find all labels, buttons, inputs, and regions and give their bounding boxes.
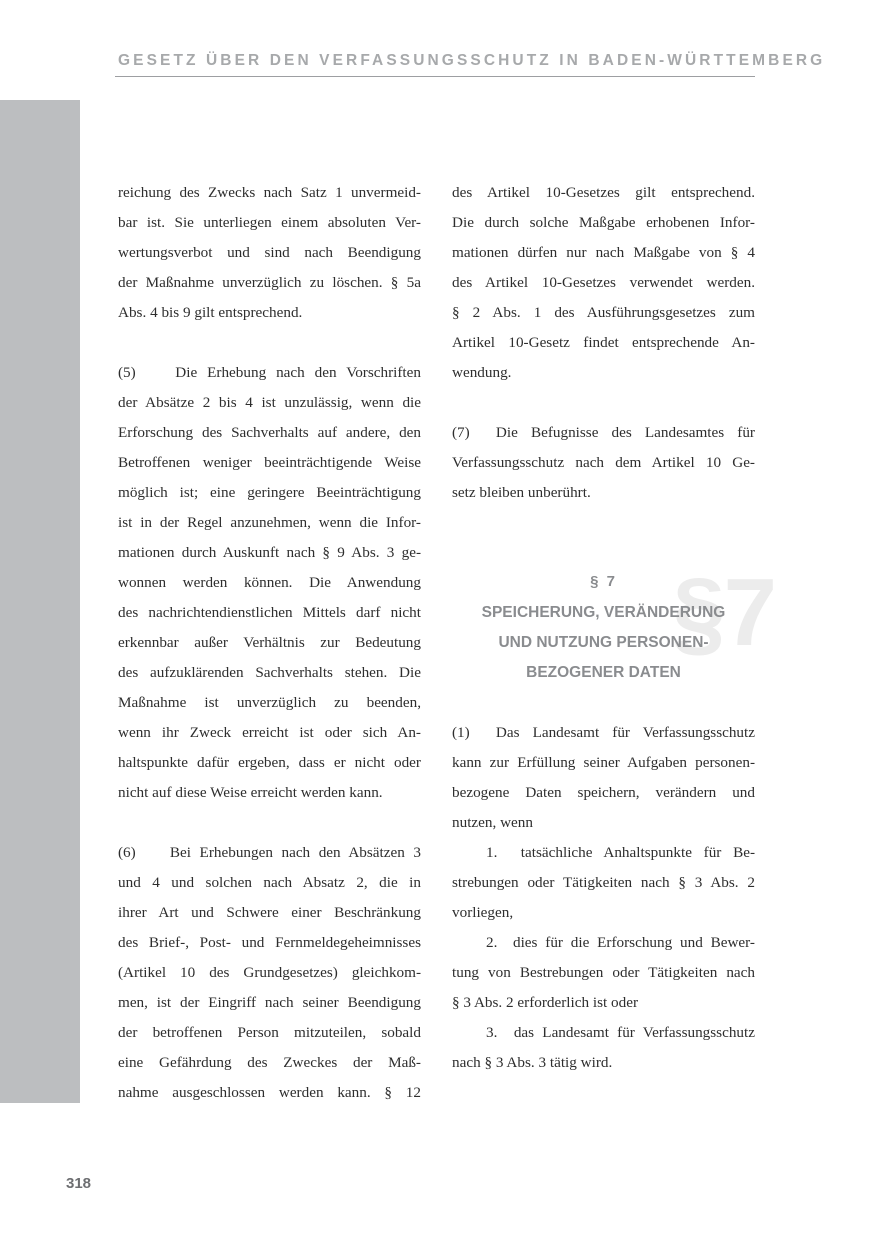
text-line: (1) Das Landesamt für Verfassungsschutz [452, 724, 755, 741]
text-line: kann zur Erfüllung seiner Aufgaben personen- [452, 754, 755, 771]
text-line: der Absätze 2 bis 4 ist unzulässig, wenn die [118, 394, 421, 411]
section-title [452, 598, 755, 688]
text-line: tung von Bestrebungen oder Tätigkeiten nach [452, 964, 755, 981]
text-line: mationen dürfen nur nach Maßgabe von § 4 [452, 244, 755, 261]
paragraph-5 [118, 358, 421, 808]
text-line: (6) Bei Erhebungen nach den Absätzen 3 [118, 844, 421, 861]
right-column-bottom [452, 718, 755, 1078]
section-heading [452, 559, 775, 700]
text-line: nicht auf diese Weise erreicht werden kann. [118, 784, 383, 801]
text-line: men, ist der Eingriff nach seiner Beendigung [118, 994, 421, 1011]
text-line: Abs. 4 bis 9 gilt entsprechend. [118, 304, 303, 321]
text-line: wendung. [452, 364, 512, 381]
header-rule [115, 76, 755, 77]
text-line: des nachrichtendienstlichen Mittels darf nicht [118, 604, 421, 621]
text-line: haltspunkte dafür ergeben, dass er nicht oder [118, 754, 421, 771]
paragraph-7 [452, 418, 755, 508]
text-line: der betroffenen Person mitzuteilen, sobald [118, 1024, 421, 1041]
text-line: vorliegen, [452, 904, 514, 921]
text-line: mationen durch Auskunft nach § 9 Abs. 3 ge- [118, 544, 421, 561]
text-line: des Brief-, Post- und Fernmeldegeheimnisses [118, 934, 421, 951]
page-number: 318 [66, 1175, 92, 1192]
text-line: wonnen werden können. Die Anwendung [118, 574, 421, 591]
running-header: GESETZ ÜBER DEN VERFASSUNGSSCHUTZ IN BADEN-WÜRTTEMBERG [118, 52, 826, 69]
section-watermark: §7 [672, 559, 775, 666]
text-line: nutzen, wenn [452, 814, 533, 831]
text-line: des Artikel 10-Gesetzes gilt entsprechend. [452, 184, 755, 201]
text-line: der Maßnahme unverzüglich zu löschen. § 5a [118, 274, 421, 291]
list-item [452, 928, 755, 1018]
text-line: nahme ausgeschlossen werden kann. § 12 [118, 1084, 421, 1101]
text-line: 2. dies für die Erforschung und Bewer- [486, 934, 755, 951]
paragraph-continued [118, 178, 421, 328]
text-line: 3. das Landesamt für Verfassungsschutz [486, 1024, 755, 1041]
text-line: 1. tatsächliche Anhaltspunkte für Be- [486, 844, 755, 861]
text-line: § 2 Abs. 1 des Ausführungsgesetzes zum [452, 304, 755, 321]
text-line: Maßnahme ist unverzüglich zu beenden, [118, 694, 421, 711]
text-line: Erforschung des Sachverhalts auf andere, den [118, 424, 421, 441]
section-title-line: BEZOGENER DATEN [526, 664, 681, 681]
text-line: wenn ihr Zweck erreicht ist oder sich An- [118, 724, 421, 741]
section-title-line: UND NUTZUNG PERSONEN- [498, 634, 709, 651]
text-line: bar ist. Sie unterliegen einem absoluten Ver- [118, 214, 421, 231]
left-column [118, 178, 421, 1108]
text-line: bezogene Daten speichern, verändern und [452, 784, 755, 801]
text-line: Die durch solche Maßgabe erhobenen Infor- [452, 214, 755, 231]
text-line: (Artikel 10 des Grundgesetzes) gleichkom- [118, 964, 421, 981]
list-item [452, 838, 755, 928]
text-line: setz bleiben unberührt. [452, 484, 591, 501]
section-title-line: SPEICHERUNG, VERÄNDERUNG [481, 604, 726, 621]
text-line: eine Gefährdung des Zweckes der Maß- [118, 1054, 421, 1071]
section-number: § 7 [590, 573, 617, 590]
text-line: strebungen oder Tätigkeiten nach § 3 Abs. 2 [452, 874, 755, 891]
side-bar [0, 100, 80, 1103]
text-line: (7) Die Befugnisse des Landesamtes für [452, 424, 755, 441]
text-line: reichung des Zwecks nach Satz 1 unvermeid- [118, 184, 421, 201]
text-line: des aufzuklärenden Sachverhalts stehen. Die [118, 664, 421, 681]
text-line: des Artikel 10-Gesetzes verwendet werden. [452, 274, 755, 291]
text-line: nach § 3 Abs. 3 tätig wird. [452, 1054, 613, 1071]
text-line: möglich ist; eine geringere Beeinträchtigung [118, 484, 421, 501]
right-column-top [452, 178, 755, 508]
paragraph-continued [452, 178, 755, 388]
list-item [452, 1018, 755, 1078]
text-line: Betroffenen weniger beeinträchtigende Weise [118, 454, 421, 471]
paragraph-1 [452, 718, 755, 838]
text-line: erkennbar außer Verhältnis zur Bedeutung [118, 634, 421, 651]
text-line: wertungsverbot und sind nach Beendigung [118, 244, 421, 261]
text-line: ist in der Regel anzunehmen, wenn die Infor- [118, 514, 421, 531]
text-line: Artikel 10-Gesetz findet entsprechende An- [452, 334, 755, 351]
paragraph-6 [118, 838, 421, 1108]
text-line: § 3 Abs. 2 erforderlich ist oder [452, 994, 639, 1011]
text-line: (5) Die Erhebung nach den Vorschriften [118, 364, 421, 381]
text-line: Verfassungsschutz nach dem Artikel 10 Ge- [452, 454, 755, 471]
text-line: und 4 und solchen nach Absatz 2, die in [118, 874, 421, 891]
text-line: ihrer Art und Schwere einer Beschränkung [118, 904, 421, 921]
